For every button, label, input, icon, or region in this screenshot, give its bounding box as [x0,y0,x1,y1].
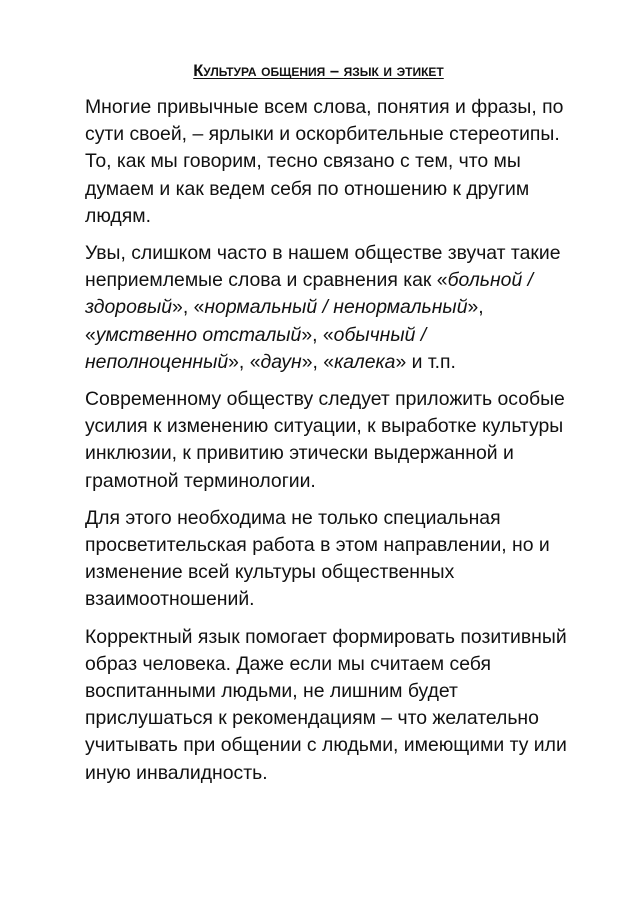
paragraph-text: Увы, слишком часто в нашем обществе звучат такие неприемлемые слова и сравнения как « [85,242,561,292]
italic-term: даун [260,350,302,373]
document-body [85,94,585,787]
paragraph-text: Корректный язык помогает формировать позитивный образ человека. Даже если мы считаем себя воспитанными людьми, не лишним будет прислушаться к рекомендациям – что желательно учитывать при общении с людьми, имеющими ту или иную инвалидность. [85,625,567,784]
paragraph-text: », « [301,350,335,373]
paragraph-text: Для этого необходима не только специальная просветительская работа в этом направлении, но и изменение всей культуры общественных взаимоотношений. [85,506,550,611]
paragraph-text: Многие привычные всем слова, понятия и фразы, по сути своей, – ярлыки и оскорбительные стереотипы. То, как мы говорим, тесно связано с тем, что мы думаем и как ведем себя по отношению к другим людям. [85,96,564,227]
paragraph-text: », « [228,350,261,373]
italic-term: умственно отсталый [95,323,302,346]
paragraph-text: », « [301,323,334,346]
paragraph-text: », « [172,296,205,319]
paragraph [85,505,585,614]
italic-term: нормальный / ненормальный [204,296,468,319]
italic-term: больной / здоровый [85,269,534,319]
paragraph [85,94,585,230]
paragraph-text: Современному обществу следует приложить особые усилия к изменению ситуации, к выработке культуры инклюзии, к привитию этически выдержанной и грамотной терминологии. [85,388,565,492]
document-title [0,62,637,81]
italic-term: обычный / неполноценный [85,323,427,373]
paragraph [85,240,585,376]
document-title-text: Культура общения – язык и этикет [193,62,444,80]
paragraph [85,386,585,495]
paragraph-text: » и т.п. [395,350,456,373]
italic-term: калека [334,350,396,373]
paragraph-text: », « [85,296,484,346]
paragraph [85,624,585,787]
